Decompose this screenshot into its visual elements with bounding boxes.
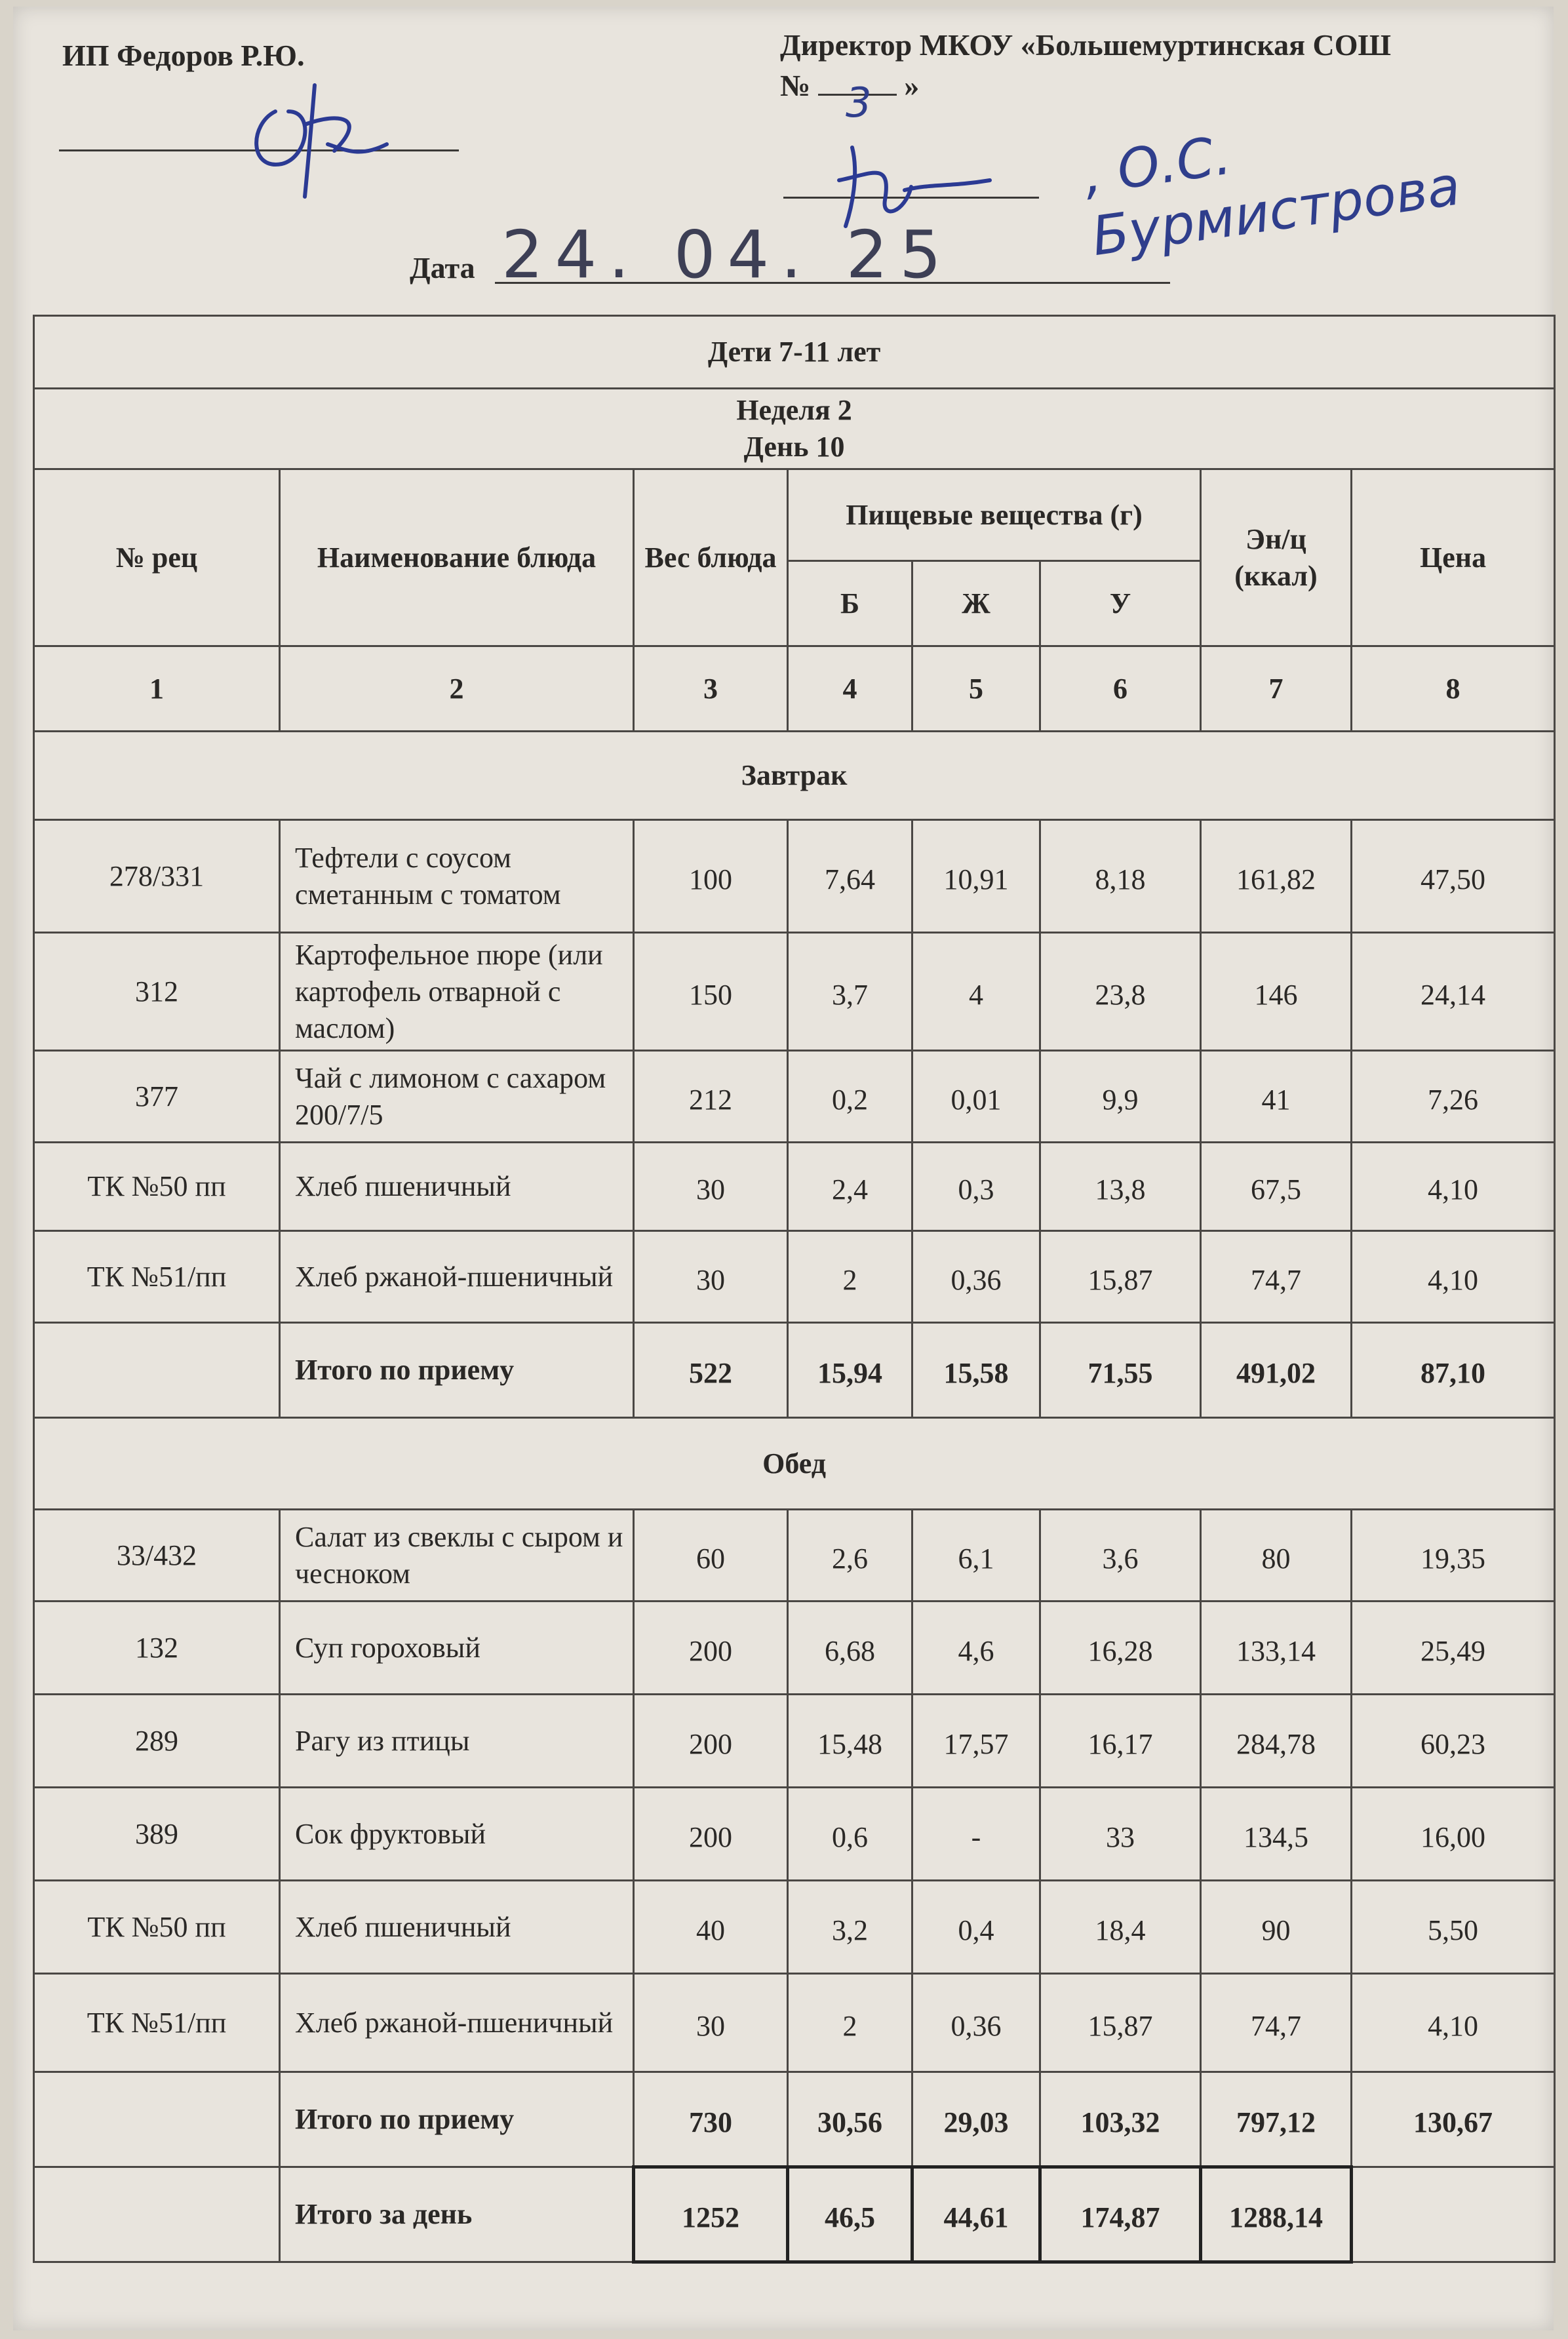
menu-table — [33, 315, 1556, 2264]
col-num-8: 8 — [1352, 646, 1555, 732]
cell-price: 24,14 — [1352, 933, 1555, 1051]
number-prefix: № — [780, 69, 811, 102]
cell-protein: 3,2 — [788, 1881, 912, 1974]
cell-price: 87,10 — [1352, 1323, 1555, 1418]
cell-energy: 491,02 — [1201, 1323, 1352, 1418]
cell-protein: 0,2 — [788, 1051, 912, 1143]
cell-energy: 74,7 — [1201, 1231, 1352, 1323]
lunch-row — [34, 1974, 1555, 2072]
cell-protein: 2 — [788, 1231, 912, 1323]
cell-carbs: 15,87 — [1040, 1974, 1201, 2072]
lunch-total-row — [34, 2072, 1555, 2167]
cell-fat: 15,58 — [912, 1323, 1040, 1418]
cell-rec-no: ТК №51/пп — [34, 1974, 280, 2072]
number-suffix: » — [904, 69, 920, 102]
cell-energy: 797,12 — [1201, 2072, 1352, 2167]
cell-fat: 0,4 — [912, 1881, 1040, 1974]
col-rec-no: № рец — [34, 469, 280, 646]
cell-rec-no: ТК №50 пп — [34, 1881, 280, 1974]
cell-carbs: 3,6 — [1040, 1510, 1201, 1602]
cell-dish-name: Итого по приему — [280, 2072, 634, 2167]
col-num-2: 2 — [280, 646, 634, 732]
cell-fat: 10,91 — [912, 820, 1040, 933]
cell-weight: 522 — [634, 1323, 788, 1418]
cell-weight: 30 — [634, 1143, 788, 1231]
col-fat: Ж — [912, 561, 1040, 646]
cell-protein: 2,6 — [788, 1510, 912, 1602]
lunch-row — [34, 1602, 1555, 1695]
cell-rec-no — [34, 1323, 280, 1418]
cell-carbs: 33 — [1040, 1788, 1201, 1881]
cell-carbs: 9,9 — [1040, 1051, 1201, 1143]
cell-rec-no: 377 — [34, 1051, 280, 1143]
cell-carbs: 16,28 — [1040, 1602, 1201, 1695]
cell-energy: 41 — [1201, 1051, 1352, 1143]
col-dish-name: Наименование блюда — [280, 469, 634, 646]
lunch-row — [34, 1881, 1555, 1974]
date-value: 24. 04. 25 — [501, 216, 953, 293]
cell-carbs: 13,8 — [1040, 1143, 1201, 1231]
col-num-7: 7 — [1201, 646, 1352, 732]
cell-weight: 200 — [634, 1602, 788, 1695]
cell-weight: 30 — [634, 1974, 788, 2072]
cell-rec-no: 278/331 — [34, 820, 280, 933]
cell-energy: 1288,14 — [1201, 2167, 1352, 2262]
cell-carbs: 8,18 — [1040, 820, 1201, 933]
age-group: Дети 7-11 лет — [34, 316, 1555, 389]
cell-fat: 17,57 — [912, 1695, 1040, 1788]
cell-weight: 1252 — [634, 2167, 788, 2262]
cell-fat: 0,01 — [912, 1051, 1040, 1143]
cell-weight: 60 — [634, 1510, 788, 1602]
lunch-title: Обед — [34, 1418, 1555, 1510]
breakfast-rows — [34, 820, 1555, 1418]
cell-dish-name: Хлеб ржаной-пшеничный — [280, 1974, 634, 2072]
cell-fat: 4 — [912, 933, 1040, 1051]
cell-fat: 4,6 — [912, 1602, 1040, 1695]
cell-dish-name: Сок фруктовый — [280, 1788, 634, 1881]
day-total-row — [34, 2167, 1555, 2262]
provider-name: ИП Федоров Р.Ю. — [62, 39, 305, 72]
column-numbers-row — [34, 646, 1555, 732]
cell-dish-name: Суп гороховый — [280, 1602, 634, 1695]
col-price: Цена — [1352, 469, 1555, 646]
cell-carbs: 15,87 — [1040, 1231, 1201, 1323]
cell-price: 25,49 — [1352, 1602, 1555, 1695]
cell-weight: 40 — [634, 1881, 788, 1974]
cell-protein: 6,68 — [788, 1602, 912, 1695]
cell-weight: 150 — [634, 933, 788, 1051]
cell-fat: - — [912, 1788, 1040, 1881]
cell-energy: 67,5 — [1201, 1143, 1352, 1231]
col-energy: Эн/ц (ккал) — [1201, 469, 1352, 646]
cell-carbs: 16,17 — [1040, 1695, 1201, 1788]
cell-price: 130,67 — [1352, 2072, 1555, 2167]
week-day — [34, 389, 1555, 469]
cell-protein: 3,7 — [788, 933, 912, 1051]
lunch-rows — [34, 1510, 1555, 2262]
cell-price: 5,50 — [1352, 1881, 1555, 1974]
cell-dish-name: Чай с лимоном с сахаром 200/7/5 — [280, 1051, 634, 1143]
cell-price: 4,10 — [1352, 1974, 1555, 2072]
cell-weight: 730 — [634, 2072, 788, 2167]
cell-weight: 100 — [634, 820, 788, 933]
cell-price: 19,35 — [1352, 1510, 1555, 1602]
cell-rec-no: 289 — [34, 1695, 280, 1788]
week-label: Неделя 2 — [736, 394, 852, 426]
cell-carbs: 71,55 — [1040, 1323, 1201, 1418]
cell-fat: 44,61 — [912, 2167, 1040, 2262]
breakfast-row — [34, 820, 1555, 933]
cell-fat: 29,03 — [912, 2072, 1040, 2167]
cell-fat: 6,1 — [912, 1510, 1040, 1602]
cell-dish-name: Итого по приему — [280, 1323, 634, 1418]
lunch-row — [34, 1788, 1555, 1881]
cell-rec-no: 389 — [34, 1788, 280, 1881]
cell-protein: 2,4 — [788, 1143, 912, 1231]
cell-price: 60,23 — [1352, 1695, 1555, 1788]
col-num-6: 6 — [1040, 646, 1201, 732]
breakfast-row — [34, 1051, 1555, 1143]
cell-dish-name: Хлеб ржаной-пшеничный — [280, 1231, 634, 1323]
cell-rec-no: ТК №50 пп — [34, 1143, 280, 1231]
cell-dish-name: Хлеб пшеничный — [280, 1143, 634, 1231]
cell-rec-no: 33/432 — [34, 1510, 280, 1602]
col-num-5: 5 — [912, 646, 1040, 732]
col-nutrients: Пищевые вещества (г) — [788, 469, 1201, 561]
col-protein: Б — [788, 561, 912, 646]
cell-dish-name: Рагу из птицы — [280, 1695, 634, 1788]
cell-price: 16,00 — [1352, 1788, 1555, 1881]
cell-price: 4,10 — [1352, 1143, 1555, 1231]
cell-carbs: 174,87 — [1040, 2167, 1201, 2262]
col-num-3: 3 — [634, 646, 788, 732]
day-label: День 10 — [743, 431, 845, 463]
cell-rec-no — [34, 2167, 280, 2262]
cell-dish-name: Тефтели с соусом сметанным с томатом — [280, 820, 634, 933]
date-label: Дата — [410, 251, 475, 285]
lunch-row — [34, 1695, 1555, 1788]
cell-dish-name: Картофельное пюре (или картофель отварной с маслом) — [280, 933, 634, 1051]
cell-price — [1352, 2167, 1555, 2262]
cell-dish-name: Хлеб пшеничный — [280, 1881, 634, 1974]
cell-protein: 15,48 — [788, 1695, 912, 1788]
cell-rec-no: 132 — [34, 1602, 280, 1695]
cell-price: 4,10 — [1352, 1231, 1555, 1323]
cell-energy: 284,78 — [1201, 1695, 1352, 1788]
cell-energy: 90 — [1201, 1881, 1352, 1974]
cell-rec-no: 312 — [34, 933, 280, 1051]
cell-protein: 46,5 — [788, 2167, 912, 2262]
director-number-value: 3 — [846, 79, 872, 127]
col-carbs: У — [1040, 561, 1201, 646]
cell-energy: 80 — [1201, 1510, 1352, 1602]
breakfast-title: Завтрак — [34, 732, 1555, 820]
menu-sheet — [13, 7, 1554, 2330]
cell-price: 47,50 — [1352, 820, 1555, 933]
col-num-4: 4 — [788, 646, 912, 732]
cell-dish-name: Итого за день — [280, 2167, 634, 2262]
cell-fat: 0,36 — [912, 1974, 1040, 2072]
cell-fat: 0,36 — [912, 1231, 1040, 1323]
cell-weight: 200 — [634, 1695, 788, 1788]
cell-rec-no — [34, 2072, 280, 2167]
cell-rec-no: ТК №51/пп — [34, 1231, 280, 1323]
breakfast-row — [34, 1231, 1555, 1323]
cell-dish-name: Салат из свеклы с сыром и чесноком — [280, 1510, 634, 1602]
breakfast-row — [34, 933, 1555, 1051]
cell-carbs: 23,8 — [1040, 933, 1201, 1051]
cell-weight: 200 — [634, 1788, 788, 1881]
cell-fat: 0,3 — [912, 1143, 1040, 1231]
col-num-1: 1 — [34, 646, 280, 732]
cell-price: 7,26 — [1352, 1051, 1555, 1143]
cell-protein: 30,56 — [788, 2072, 912, 2167]
cell-weight: 212 — [634, 1051, 788, 1143]
cell-energy: 133,14 — [1201, 1602, 1352, 1695]
cell-energy: 161,82 — [1201, 820, 1352, 933]
cell-energy: 146 — [1201, 933, 1352, 1051]
col-weight: Вес блюда — [634, 469, 788, 646]
director-name-handwritten: , О.С. Бурмистрова — [1079, 124, 1464, 269]
cell-protein: 2 — [788, 1974, 912, 2072]
cell-energy: 74,7 — [1201, 1974, 1352, 2072]
cell-protein: 0,6 — [788, 1788, 912, 1881]
lunch-row — [34, 1510, 1555, 1602]
breakfast-total-row — [34, 1323, 1555, 1418]
provider-signature — [236, 72, 406, 203]
cell-protein: 15,94 — [788, 1323, 912, 1418]
cell-carbs: 18,4 — [1040, 1881, 1201, 1974]
director-line-1: Директор МКОУ «Большемуртинская СОШ — [780, 28, 1392, 62]
cell-weight: 30 — [634, 1231, 788, 1323]
cell-protein: 7,64 — [788, 820, 912, 933]
cell-carbs: 103,32 — [1040, 2072, 1201, 2167]
breakfast-row — [34, 1143, 1555, 1231]
cell-energy: 134,5 — [1201, 1788, 1352, 1881]
